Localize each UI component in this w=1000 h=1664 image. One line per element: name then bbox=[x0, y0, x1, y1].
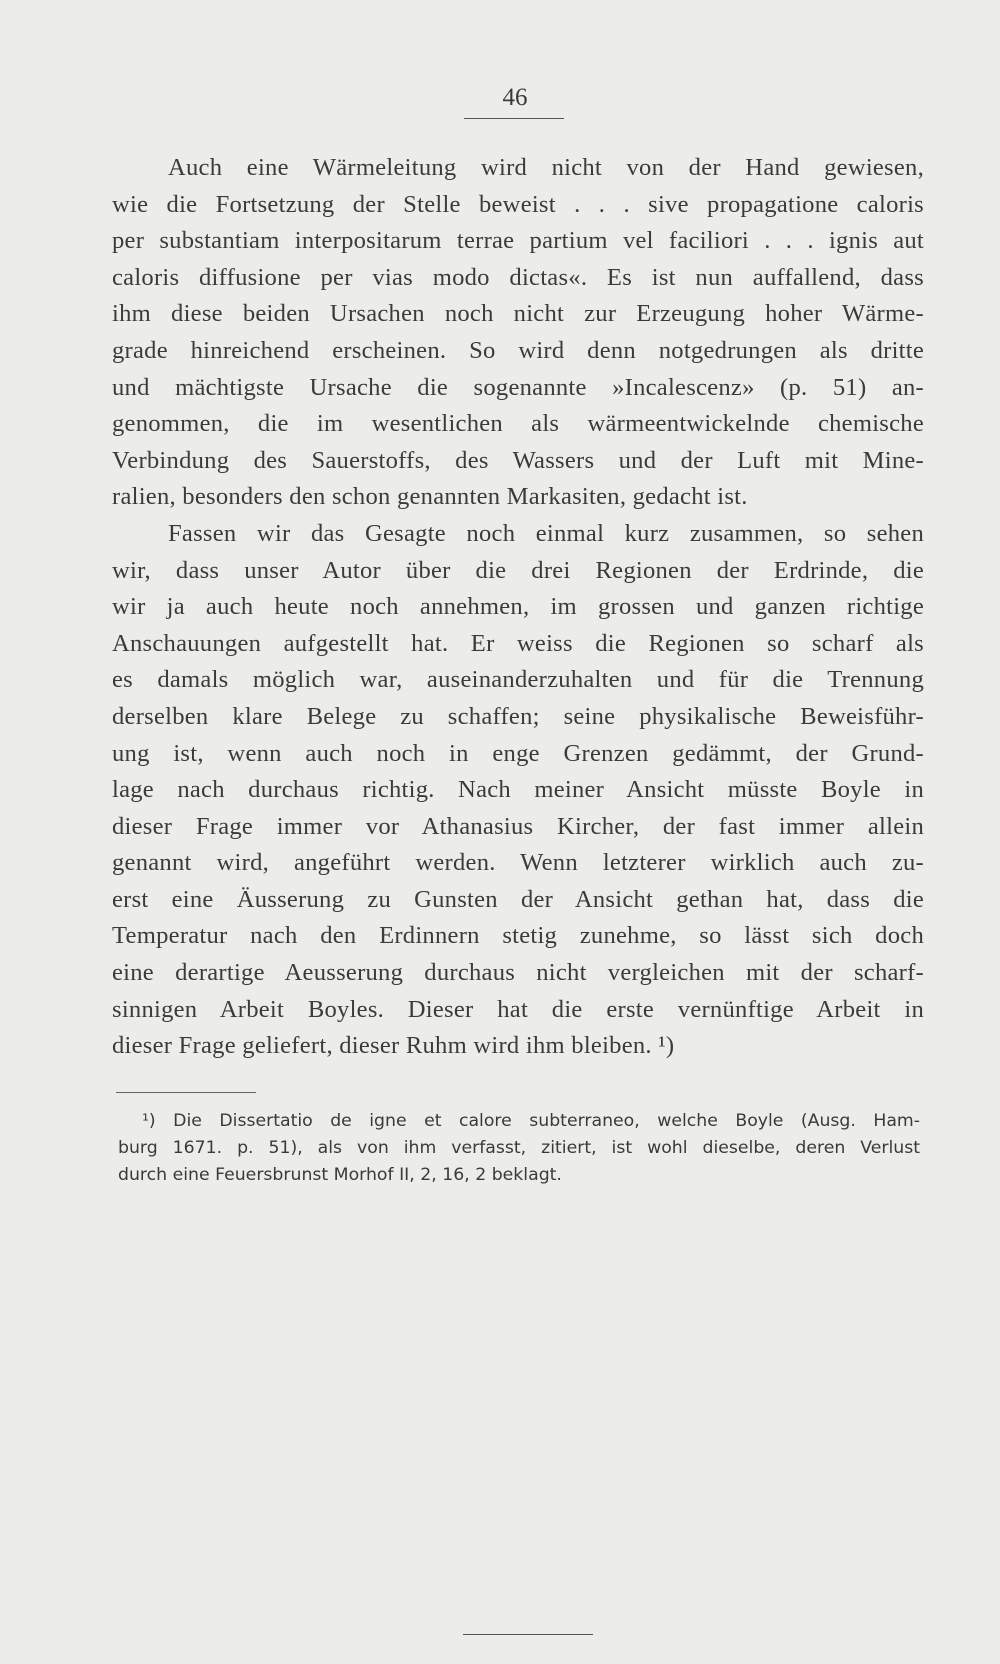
header-rule bbox=[464, 118, 564, 119]
text-line: ung ist, wenn auch noch in enge Grenzen gedämmt, der Grund- bbox=[112, 739, 924, 767]
text-line: Temperatur nach den Erdinnern stetig zunehme, so lässt sich doch bbox=[112, 922, 924, 950]
text-line: dieser Frage geliefert, dieser Ruhm wird ihm bleiben. ¹) bbox=[112, 1032, 675, 1060]
end-rule bbox=[463, 1634, 593, 1635]
text-line: ihm diese beiden Ursachen noch nicht zur Erzeugung hoher Wärme- bbox=[112, 300, 924, 328]
footnote-line: burg 1671. p. 51), als von ihm verfasst, zitiert, ist wohl dieselbe, deren Verlust bbox=[118, 1138, 920, 1158]
body-text bbox=[112, 150, 924, 1065]
footnote bbox=[118, 1108, 920, 1189]
text-line: per substantiam interpositarum terrae partium vel faciliori . . . ignis aut bbox=[112, 227, 924, 255]
text-line: Fassen wir das Gesagte noch einmal kurz zusammen, so sehen bbox=[168, 519, 924, 547]
text-line: ralien, besonders den schon genannten Markasiten, gedacht ist. bbox=[112, 483, 748, 511]
text-line: dieser Frage immer vor Athanasius Kircher, der fast immer allein bbox=[112, 812, 924, 840]
text-line: genannt wird, angeführt werden. Wenn letzterer wirklich auch zu- bbox=[112, 849, 924, 877]
footnote-line: ¹) Die Dissertatio de igne et calore subterraneo, welche Boyle (Ausg. Ham- bbox=[142, 1111, 920, 1131]
text-line: derselben klare Belege zu schaffen; seine physikalische Beweisführ- bbox=[112, 702, 924, 730]
text-line: Verbindung des Sauerstoffs, des Wassers und der Luft mit Mine- bbox=[112, 446, 924, 474]
text-line: grade hinreichend erscheinen. So wird denn notgedrungen als dritte bbox=[112, 336, 924, 364]
text-line: caloris diffusione per vias modo dictas«. Es ist nun auffallend, dass bbox=[112, 263, 924, 291]
text-line: genommen, die im wesentlichen als wärmeentwickelnde chemische bbox=[112, 410, 924, 438]
text-line: Anschauungen aufgestellt hat. Er weiss die Regionen so scharf als bbox=[112, 629, 924, 657]
text-line: und mächtigste Ursache die sogenannte »Incalescenz» (p. 51) an- bbox=[112, 373, 924, 401]
text-line: wir ja auch heute noch annehmen, im grossen und ganzen richtige bbox=[112, 593, 924, 621]
text-line: wie die Fortsetzung der Stelle beweist . . . sive propagatione caloris bbox=[112, 190, 924, 218]
page-number: 46 bbox=[502, 84, 528, 111]
text-line: erst eine Äusserung zu Gunsten der Ansicht gethan hat, dass die bbox=[112, 885, 924, 913]
text-line: sinnigen Arbeit Boyles. Dieser hat die erste vernünftige Arbeit in bbox=[112, 995, 924, 1023]
text-line: lage nach durchaus richtig. Nach meiner Ansicht müsste Boyle in bbox=[112, 776, 924, 804]
footnote-line: durch eine Feuersbrunst Morhof II, 2, 16, 2 beklagt. bbox=[118, 1165, 562, 1185]
footnote-rule bbox=[116, 1092, 256, 1093]
text-line: Auch eine Wärmeleitung wird nicht von der Hand gewiesen, bbox=[168, 154, 924, 181]
text-line: es damals möglich war, auseinanderzuhalten und für die Trennung bbox=[112, 666, 924, 694]
text-line: wir, dass unser Autor über die drei Regionen der Erdrinde, die bbox=[112, 556, 924, 584]
text-line: eine derartige Aeusserung durchaus nicht vergleichen mit der scharf- bbox=[112, 959, 924, 987]
